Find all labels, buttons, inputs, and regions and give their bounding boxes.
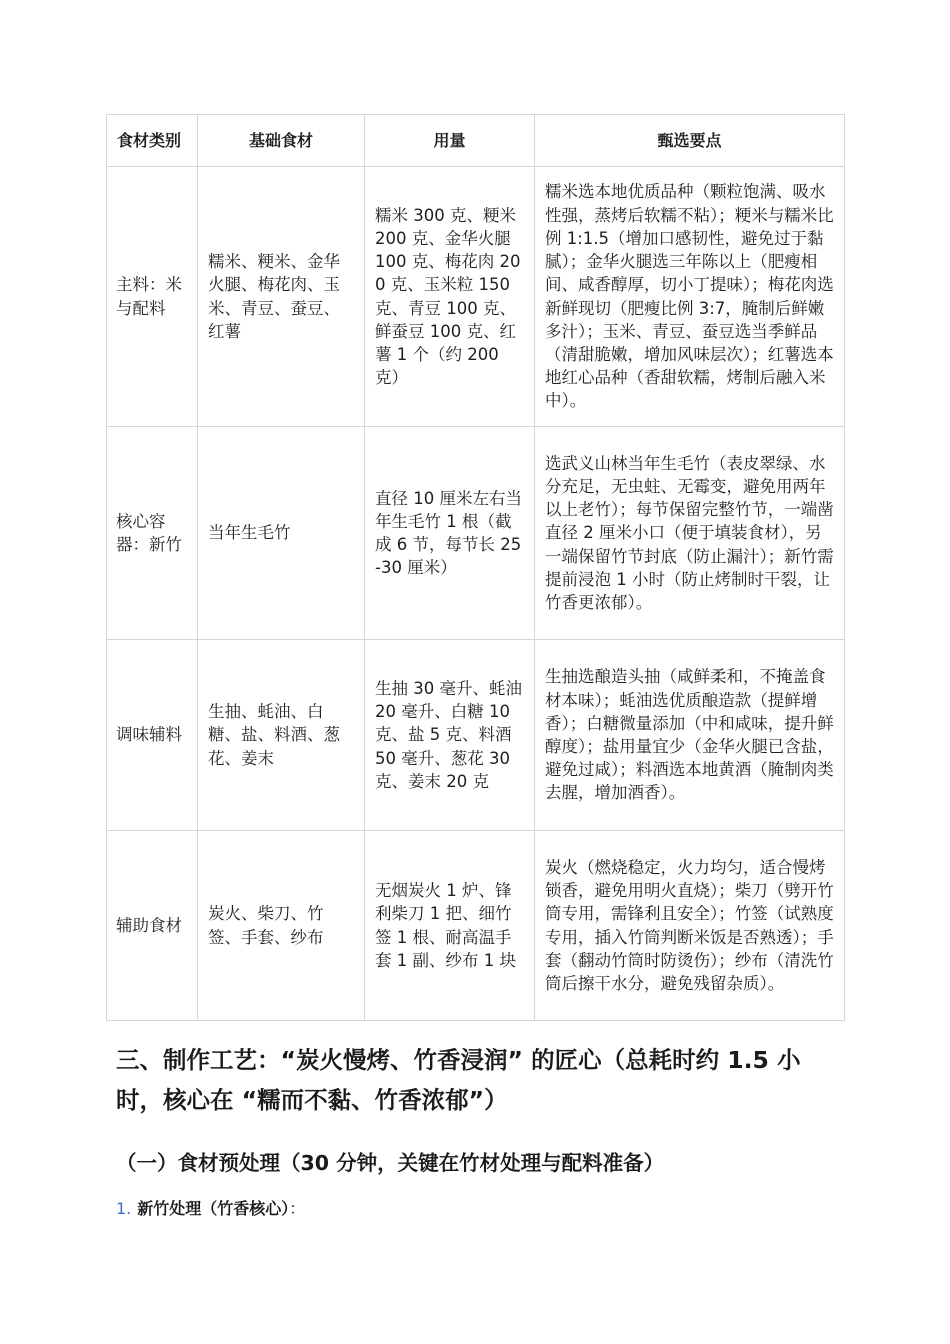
cell-category: 核心容器：新竹 [107,427,198,640]
table-row [107,640,845,831]
table-row [107,427,845,640]
cell-amount: 无烟炭火 1 炉、锋利柴刀 1 把、细竹签 1 根、耐高温手套 1 副、纱布 1 块 [365,831,535,1021]
cell-base-ingredients: 炭火、柴刀、竹签、手套、纱布 [198,831,365,1021]
cell-base-ingredients: 当年生毛竹 [198,427,365,640]
cell-selection-tips: 选武义山林当年生毛竹（表皮翠绿、水分充足，无虫蛀、无霉变，避免用两年以上老竹）；每节保留完整竹节，一端凿直径 2 厘米小口（便于填装食材），另一端保留竹节封底（防止漏汁）；新竹需提前浸泡 1 小时（防止烤制时干裂，让竹香更浓郁）。 [535,427,845,640]
section-heading: 三、制作工艺：“炭火慢烤、竹香浸润” 的匠心（总耗时约 1.5 小时，核心在 “糯而不黏、竹香浓郁”） [116,1046,801,1114]
list-item-suffix: ： [289,1199,306,1218]
table-row [107,831,845,1021]
cell-category: 主料：米与配料 [107,167,198,427]
table-header-row [107,115,845,167]
header-selection-tips: 甄选要点 [535,115,845,167]
list-item-number: 1. [116,1199,132,1218]
cell-category: 调味辅料 [107,640,198,831]
table-row [107,167,845,427]
header-base-ingredients: 基础食材 [198,115,365,167]
cell-selection-tips: 糯米选本地优质品种（颗粒饱满、吸水性强，蒸烤后软糯不粘）；粳米与糯米比例 1:1.5（增加口感韧性，避免过于黏腻）；金华火腿选三年陈以上（肥瘦相间、咸香醇厚，切小丁提味）；梅花肉选新鲜现切（肥瘦比例 3:7，腌制后鲜嫩多汁）；玉米、青豆、蚕豆选当季鲜品（清甜脆嫩，增加风味层次）；红薯选本地红心品种（香甜软糯，烤制后融入米中）。 [535,167,845,427]
cell-base-ingredients: 生抽、蚝油、白糖、盐、料酒、葱花、姜末 [198,640,365,831]
ingredient-table [106,114,845,1021]
list-item-label: 新竹处理（竹香核心） [137,1199,290,1218]
cell-selection-tips: 生抽选酿造头抽（咸鲜柔和，不掩盖食材本味）；蚝油选优质酿造款（提鲜增香）；白糖微量添加（中和咸味，提升鲜醇度）；盐用量宜少（金华火腿已含盐，避免过咸）；料酒选本地黄酒（腌制肉类去腥，增加酒香）。 [535,640,845,831]
list-item [116,1196,305,1222]
cell-amount: 生抽 30 毫升、蚝油 20 毫升、白糖 10 克、盐 5 克、料酒 50 毫升、葱花 30 克、姜末 20 克 [365,640,535,831]
sub-heading: （一）食材预处理（30 分钟，关键在竹材处理与配料准备） [116,1151,665,1175]
header-amount: 用量 [365,115,535,167]
cell-amount: 糯米 300 克、粳米 200 克、金华火腿 100 克、梅花肉 200 克、玉米粒 150 克、青豆 100 克、鲜蚕豆 100 克、红薯 1 个（约 200 克） [365,167,535,427]
header-category: 食材类别 [107,115,198,167]
cell-amount: 直径 10 厘米左右当年生毛竹 1 根（截成 6 节，每节长 25-30 厘米） [365,427,535,640]
cell-category: 辅助食材 [107,831,198,1021]
cell-selection-tips: 炭火（燃烧稳定，火力均匀，适合慢烤锁香，避免用明火直烧）；柴刀（劈开竹筒专用，需锋利且安全）；竹签（试熟度专用，插入竹筒判断米饭是否熟透）；手套（翻动竹筒时防烫伤）；纱布（清洗竹筒后擦干水分，避免残留杂质）。 [535,831,845,1021]
cell-base-ingredients: 糯米、粳米、金华火腿、梅花肉、玉米、青豆、蚕豆、红薯 [198,167,365,427]
